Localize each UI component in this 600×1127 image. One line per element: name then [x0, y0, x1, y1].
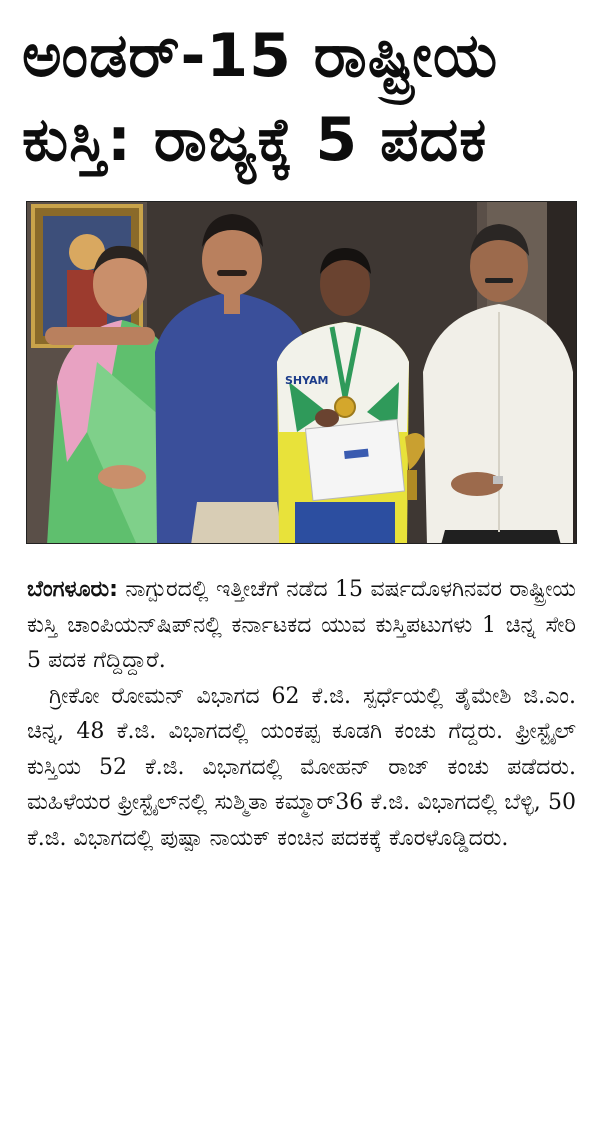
headline	[22, 14, 582, 182]
jersey-name-text: SHYAM	[285, 374, 329, 387]
headline-line-2: ಕುಸ್ತಿ: ರಾಜ್ಯಕ್ಕೆ 5 ಪದಕ	[22, 105, 488, 175]
news-photo-illustration	[27, 202, 577, 544]
medal-icon	[335, 397, 355, 417]
headline-line-1: ಅಂಡರ್‌-15 ರಾಷ್ಟ್ರೀಯ	[22, 21, 499, 91]
news-photo	[26, 201, 577, 544]
article-paragraph-2: ಗ್ರೀಕೋ ರೋಮನ್ ವಿಭಾಗದ 62 ಕೆ.ಜಿ. ಸ್ಪರ್ಧೆಯಲ್ಲಿ ತೈಮೇಶಿ ಜಿ.ಎಂ. ಚಿನ್ನ, 48 ಕೆ.ಜಿ. ವಿಭಾಗದಲ್ಲಿ ಯಂಕಪ್ಪ ಕೂಡಗಿ ಕಂಚು ಗೆದ್ದರು. ಫ್ರೀಸ್ಟೈಲ್ ಕುಸ್ತಿಯ 52 ಕೆ.ಜಿ. ವಿಭಾಗದಲ್ಲಿ ಮೋಹನ್ ರಾಜ್ ಕಂಚು ಪಡೆದರು. ಮಹಿಳೆಯರ ಫ್ರೀಸ್ಟೈಲ್‌ನಲ್ಲಿ ಸುಶ್ಮಿತಾ ಕಮ್ಮಾರ್36 ಕೆ.ಜಿ. ವಿಭಾಗದಲ್ಲಿ ಬೆಳ್ಳಿ, 50 ಕೆ.ಜಿ. ವಿಭಾಗದಲ್ಲಿ ಪುಷ್ಪಾ ನಾಯಕ್ ಕಂಚಿನ ಪದಕಕ್ಕೆ ಕೊರಳೊಡ್ಡಿದರು.	[27, 683, 576, 851]
dateline: ಬೆಂಗಳೂರು:	[27, 577, 118, 602]
article-paragraph-1-text: ನಾಗ್ಪುರದಲ್ಲಿ ಇತ್ತೀಚೆಗೆ ನಡೆದ 15 ವರ್ಷದೊಳಗಿನವರ ರಾಷ್ಟ್ರೀಯ ಕುಸ್ತಿ ಚಾಂಪಿಯನ್‌ಷಿಪ್‌ನಲ್ಲಿ ಕರ್ನಾಟಕದ ಯುವ ಕುಸ್ತಿಪಟುಗಳು 1 ಚಿನ್ನ ಸೇರಿ 5 ಪದಕ ಗೆದ್ದಿದ್ದಾರೆ.	[27, 577, 576, 673]
certificate	[305, 419, 404, 500]
article-paragraph-1	[27, 572, 576, 679]
article-body	[27, 572, 576, 856]
